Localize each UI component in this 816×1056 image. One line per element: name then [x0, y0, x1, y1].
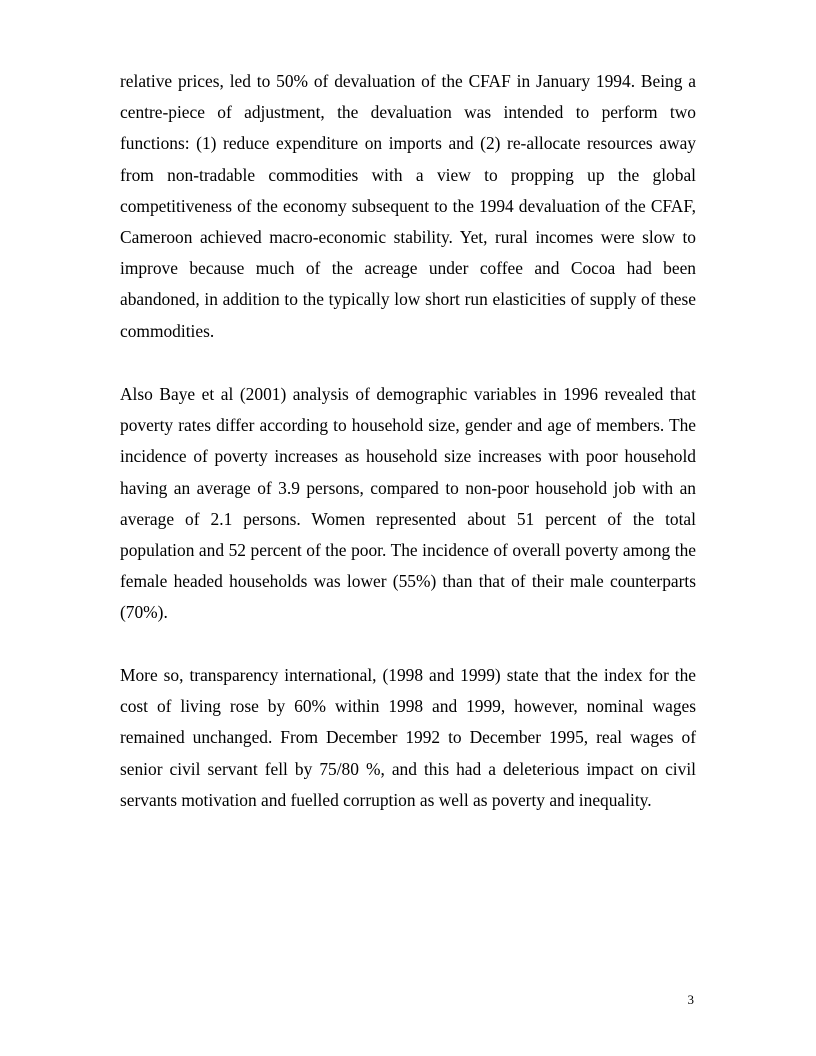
- paragraph-devaluation: relative prices, led to 50% of devaluation of the CFAF in January 1994. Being a centre-piece of adjustment, the devaluation was intended to perform two functions: (1) reduce expenditure on imports and (2) re-allocate resources away from non-tradable commodities with a view to propping up the global competitiveness of the economy subsequent to the 1994 devaluation of the CFAF, Cameroon achieved macro-economic stability. Yet, rural incomes were slow to improve because much of the acreage under coffee and Cocoa had been abandoned, in addition to the typically low short run elasticities of supply of these commodities.: [120, 71, 696, 341]
- page-number: 3: [687, 992, 694, 1007]
- paragraph-cost-of-living: More so, transparency international, (1998 and 1999) state that the index for the cost of living rose by 60% within 1998 and 1999, however, nominal wages remained unchanged. From December 1992 to December 1995, real wages of senior civil servant fell by 75/80 %, and this had a deleterious impact on civil servants motivation and fuelled corruption as well as poverty and inequality.: [120, 665, 696, 810]
- paragraph-demographics: Also Baye et al (2001) analysis of demographic variables in 1996 revealed that poverty rates differ according to household size, gender and age of members. The incidence of poverty increases as household size increases with poor household having an average of 3.9 persons, compared to non-poor household job with an average of 2.1 persons. Women represented about 51 percent of the total population and 52 percent of the poor. The incidence of overall poverty among the female headed households was lower (55%) than that of their male counterparts (70%).: [120, 384, 696, 623]
